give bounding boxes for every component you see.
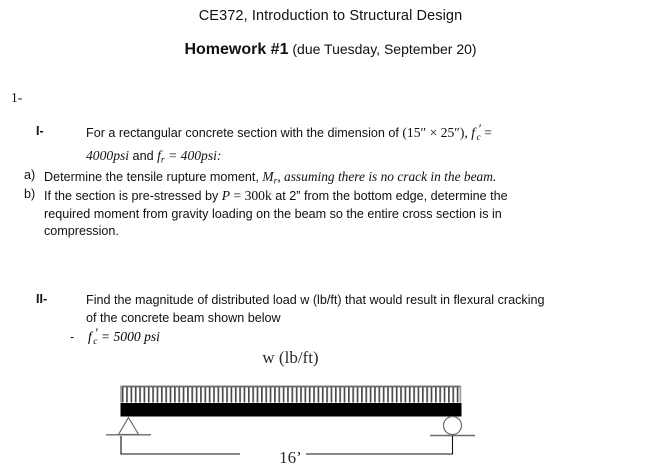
fr-symbol: $f_r$ [157, 148, 165, 167]
homework-heading [0, 41, 661, 59]
fc-value: 4000psi [86, 148, 130, 164]
problem-2-bullet-dash: - [70, 330, 75, 344]
problem-1-item-b-letter: b) [24, 187, 36, 201]
item-a-lead: Determine the tensile rupture moment, [44, 170, 263, 184]
problem-2-line-1: Find the magnitude of distributed load w (lb/ft) that would result in flexural cracking [86, 293, 545, 307]
problem-1-intro-text: For a rectangular concrete section with the dimension of [86, 126, 403, 140]
item-b-mid: at 2” from the bottom edge, determine the [271, 189, 508, 203]
and-conjunction: and [129, 149, 158, 164]
section-marker: 1- [11, 90, 23, 105]
homework-title: Homework #1 [184, 41, 289, 58]
problem-2-fc-expression [88, 325, 160, 347]
moment-symbol-Mr: $M_r$ [262, 169, 278, 187]
page-title: CE372, Introduction to Structural Design [198, 8, 463, 24]
problem-1-intro [86, 121, 646, 170]
beam-member [121, 403, 462, 417]
prestress-value: 300k [244, 188, 272, 203]
problem-1-item-a-letter: a) [24, 168, 36, 182]
problem-1-dimensions: (15″ × 25″), [402, 125, 468, 140]
homework-due-date: (due Tuesday, September 20) [292, 41, 477, 57]
problem-1-item-b-text [44, 187, 646, 241]
problem-2-label: II- [36, 292, 48, 306]
equals-sign-1: = [480, 125, 492, 140]
equals-sign-2: = [230, 188, 245, 203]
fc-2-equals: = 5000 psi [97, 329, 160, 344]
item-b-line4: compression. [44, 224, 119, 238]
span-length-label: 16’ [279, 448, 302, 467]
roller-support [430, 417, 475, 436]
beam-diagram [0, 348, 661, 469]
item-b-line3: required moment from gravity loading on the beam so the entire cross section is in [44, 206, 502, 221]
fc-prime-symbol-1: f ′ $_c$ [471, 121, 481, 143]
pin-support [106, 418, 151, 435]
problem-1-label: I- [36, 124, 44, 138]
prestress-symbol-P: P [221, 188, 231, 203]
distributed-load-hatch [120, 386, 461, 403]
fc-prime-symbol-2: f ′ $_c$ [88, 325, 98, 347]
item-a-tail: , assuming there is no crack in the beam. [277, 169, 497, 184]
item-b-lead: If the section is pre-stressed by [44, 189, 222, 203]
problem-2-text [86, 292, 651, 327]
problem-2-line-2: of the concrete beam shown below [86, 310, 281, 325]
distributed-load-label: w (lb/ft) [262, 348, 319, 367]
fr-value: = 400psi: [164, 148, 222, 164]
